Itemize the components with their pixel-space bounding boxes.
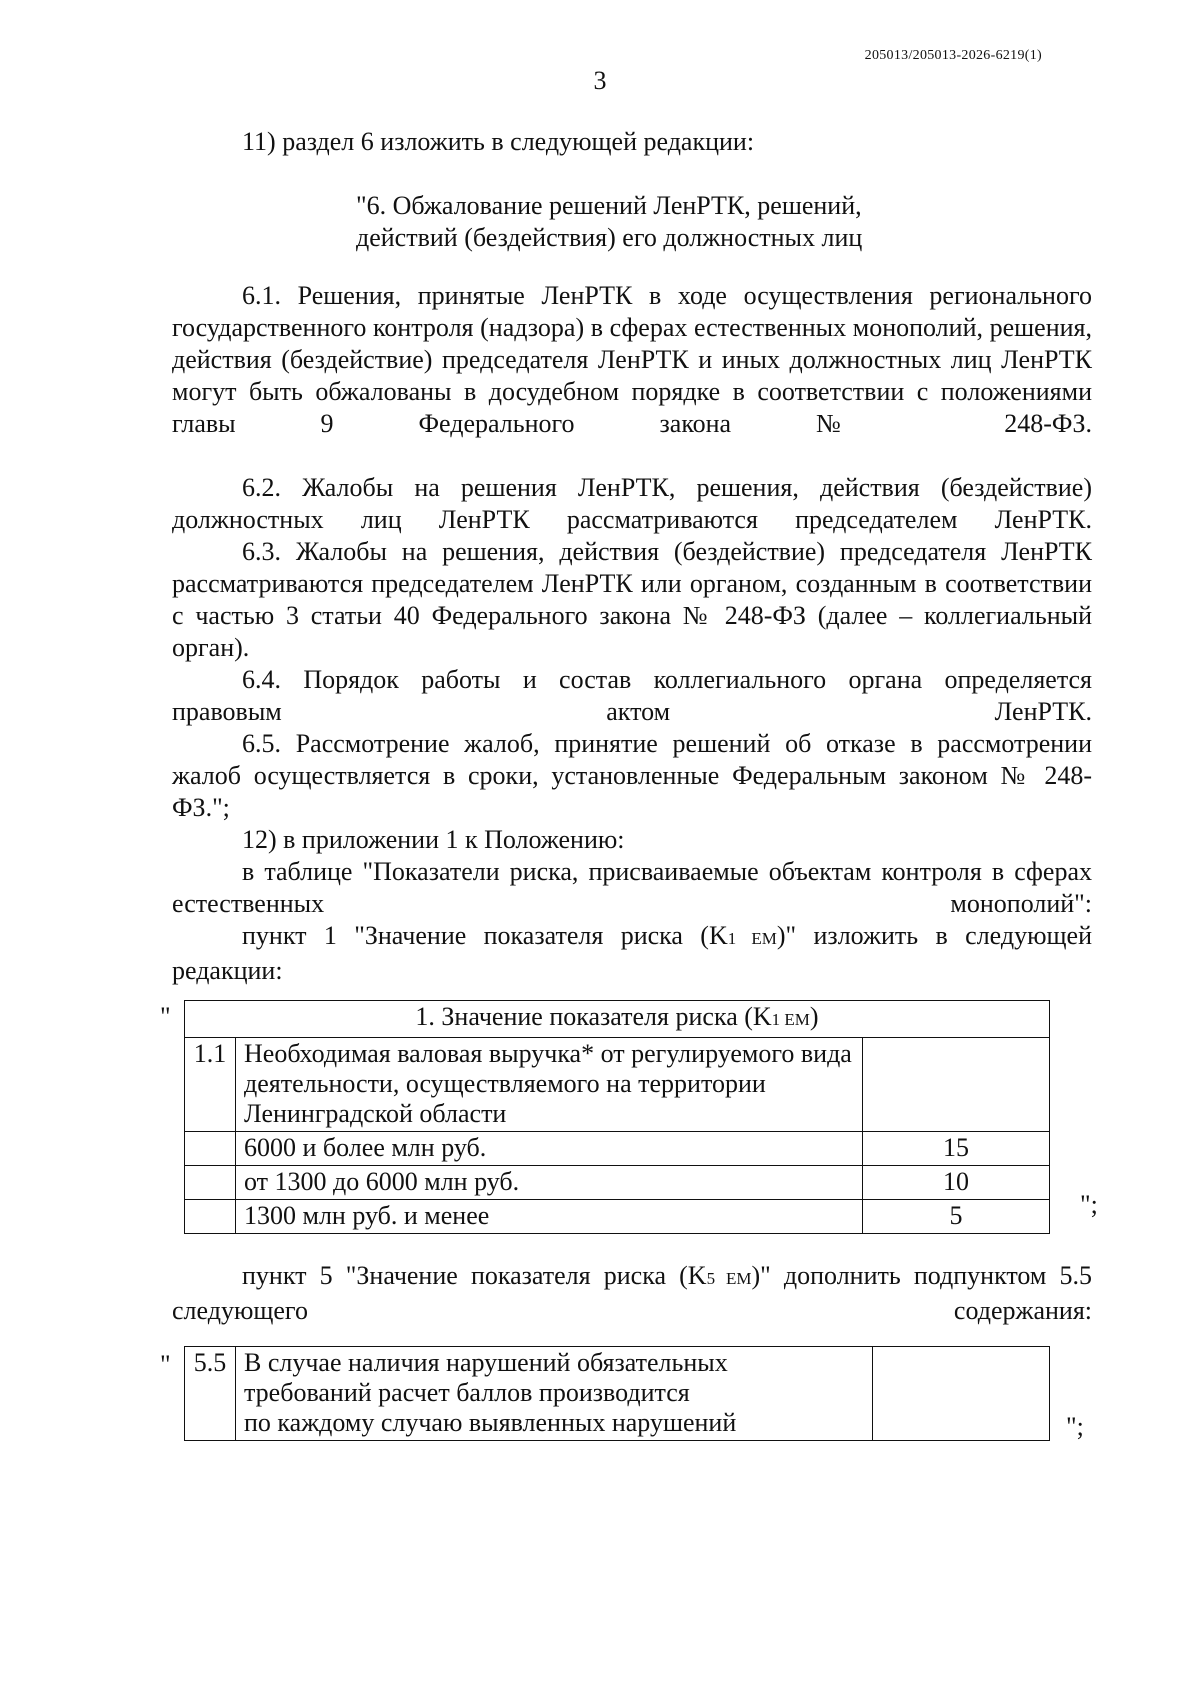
table-header-row	[185, 1001, 1050, 1038]
paragraph-6-5: 6.5. Рассмотрение жалоб, принятие решений об отказе в рассмотрении жалоб осуществляется в сроки, установленные Федеральным законом № 248-ФЗ.";	[172, 729, 1092, 822]
table1-close-quote: ";	[1080, 1190, 1098, 1219]
punkt-5-instruction: пункт 5 "Значение показателя риска (K5 ЕМ)" дополнить подпунктом 5.5 следующего содержания:	[172, 1261, 1092, 1325]
paragraph-6-2: 6.2. Жалобы на решения ЛенРТК, решения, действия (бездействие) должностных лиц ЛенРТК рассматриваются председателем ЛенРТК.	[172, 473, 1092, 534]
row-label: 6000 и более млн руб.	[236, 1132, 863, 1166]
paragraph-6-1: 6.1. Решения, принятые ЛенРТК в ходе осуществления регионального государственного контроля (надзора) в сферах естественных монополий, решения, действия (бездействие) председателя ЛенРТК и иных должностных лиц ЛенРТК могут быть обжалованы в досудебном порядке в соответствии с положениями главы 9 Федерального закона № 248-ФЗ.	[172, 281, 1092, 438]
row-description: Необходимая валовая выручка* от регулируемого вида деятельности, осуществляемого на территории Ленинградской области	[236, 1038, 863, 1132]
row-value: 5	[863, 1200, 1050, 1234]
row-label: 1300 млн руб. и менее	[236, 1200, 863, 1234]
table-row	[185, 1347, 1050, 1441]
risk-table-5-5	[184, 1346, 1050, 1441]
row-description-line-1: В случае наличия нарушений обязательных	[244, 1348, 728, 1377]
item-11: 11) раздел 6 изложить в следующей редакции:	[242, 127, 755, 156]
table2-close-quote: ";	[1066, 1412, 1084, 1441]
table-row	[185, 1200, 1050, 1234]
punkt-1-instruction: пункт 1 "Значение показателя риска (K1 ЕМ)" изложить в следующей редакции:	[172, 921, 1093, 985]
row-number: 5.5	[185, 1347, 236, 1441]
item-12: 12) в приложении 1 к Положению:	[242, 825, 625, 854]
row-value: 10	[863, 1166, 1050, 1200]
row-value	[863, 1038, 1050, 1132]
row-value: 15	[863, 1132, 1050, 1166]
section-title-line-2: действий (бездействия) его должностных лиц	[356, 223, 863, 252]
paragraph-6-3: 6.3. Жалобы на решения, действия (бездействие) председателя ЛенРТК рассматриваются председателем ЛенРТК или органом, созданным в соответствии с частью 3 статьи 40 Федерального закона № 248-ФЗ (далее – коллегиальный орган).	[172, 537, 1092, 662]
table-row	[185, 1038, 1050, 1132]
section-title	[356, 190, 916, 254]
section-title-line-1: "6. Обжалование решений ЛенРТК, решений,	[356, 191, 862, 220]
row-value	[873, 1347, 1050, 1441]
risk-table-1	[184, 1000, 1050, 1234]
row-description-line-3: по каждому случаю выявленных нарушений	[244, 1408, 737, 1437]
paragraph-6-4: 6.4. Порядок работы и состав коллегиального органа определяется правовым актом ЛенРТК.	[172, 665, 1092, 726]
table2-open-quote: "	[160, 1350, 171, 1379]
table-header-cell: 1. Значение показателя риска (K1 ЕМ)	[185, 1001, 1050, 1038]
row-label: от 1300 до 6000 млн руб.	[236, 1166, 863, 1200]
page-number: 3	[593, 66, 607, 95]
table1-open-quote: "	[160, 1002, 171, 1031]
document-code: 205013/205013-2026-6219(1)	[864, 48, 1042, 63]
row-description-line-2: требований расчет баллов производится	[244, 1378, 690, 1407]
table-row	[185, 1166, 1050, 1200]
table-row	[185, 1132, 1050, 1166]
table-intro: в таблице "Показатели риска, присваиваемые объектам контроля в сферах естественных монополий":	[172, 857, 1092, 918]
row-description	[236, 1347, 873, 1441]
row-number: 1.1	[185, 1038, 236, 1132]
